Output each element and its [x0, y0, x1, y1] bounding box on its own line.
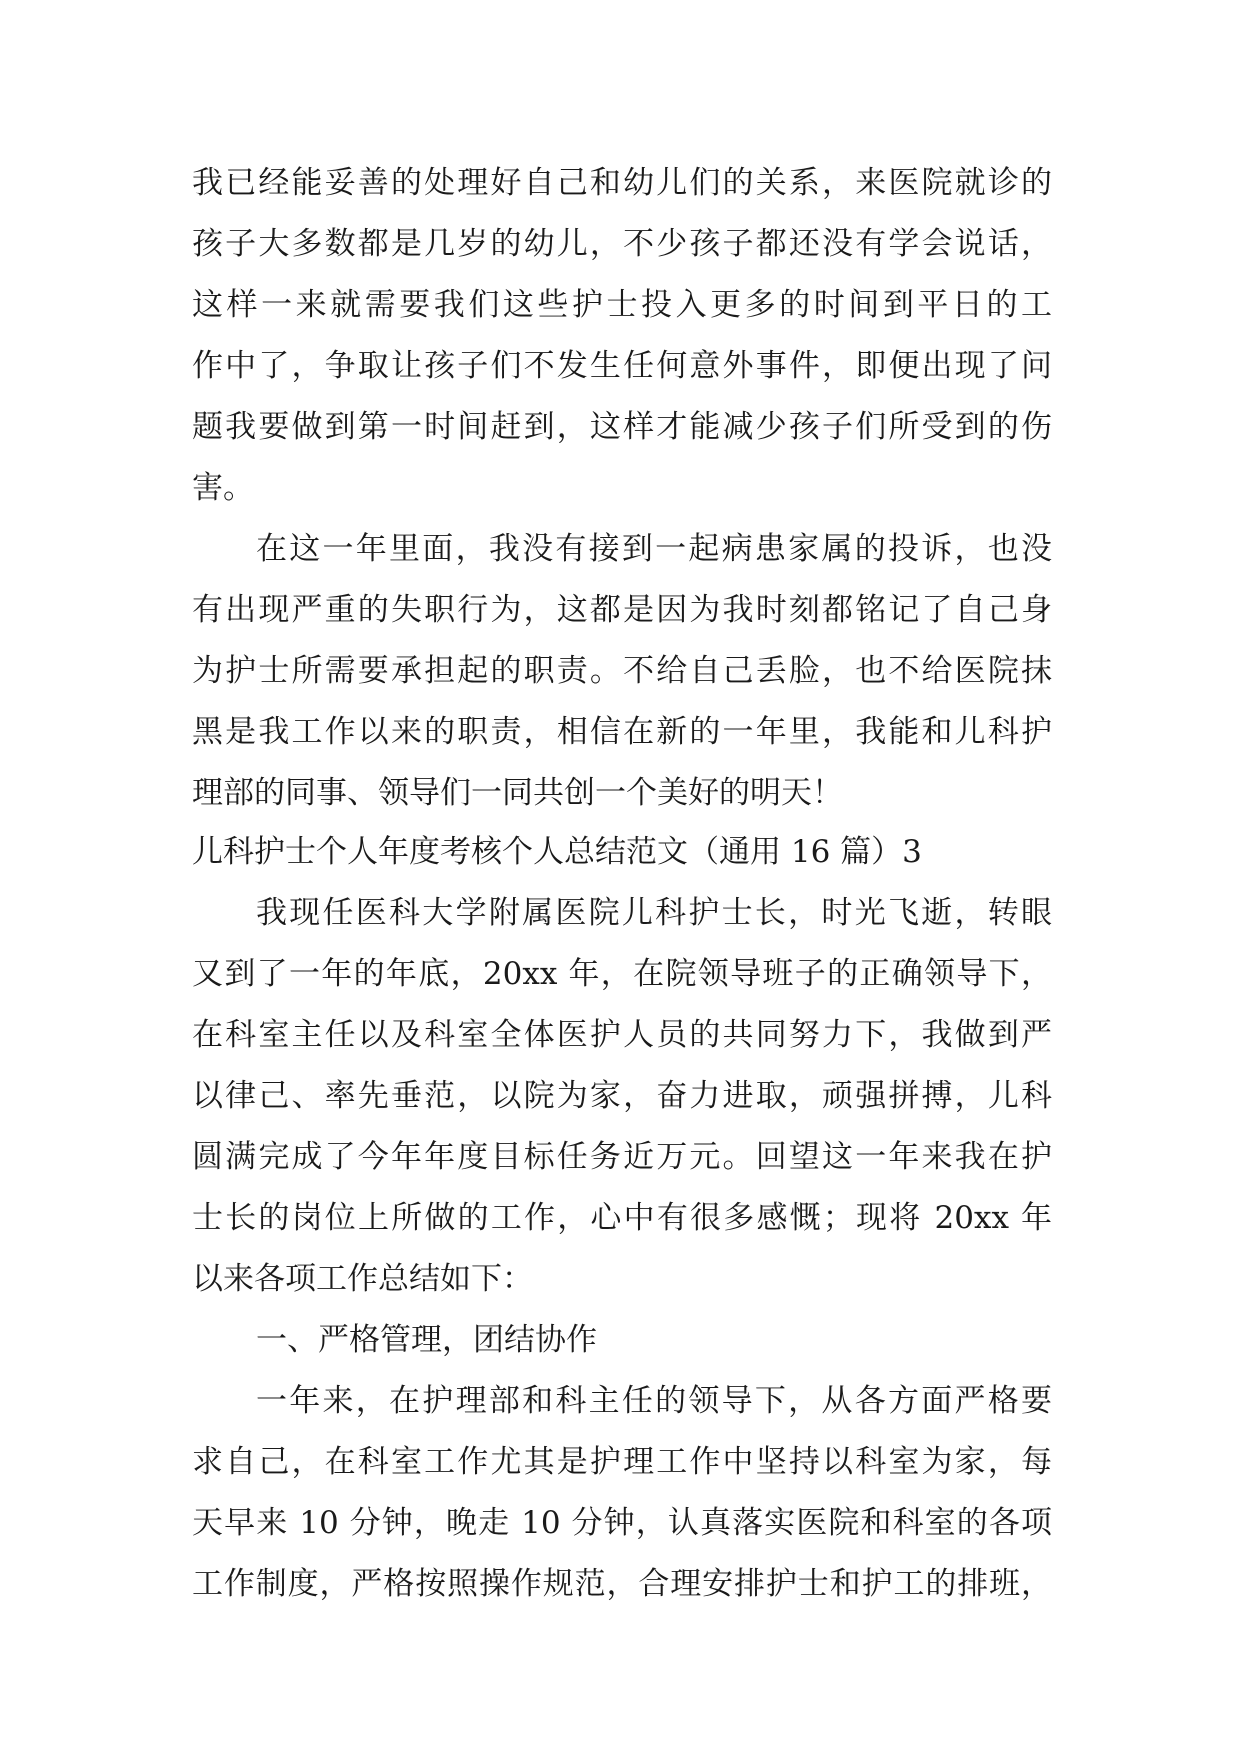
text-line: 圆满完成了今年年度目标任务近万元。回望这一年来我在护 — [192, 1139, 1052, 1175]
text-line: 有出现严重的失职行为，这都是因为我时刻都铭记了自己身 — [192, 592, 1052, 628]
paragraph-start-line: 一年来，在护理部和科主任的领导下，从各方面严格要 — [256, 1383, 1052, 1419]
text-line: 作中了，争取让孩子们不发生任何意外事件，即便出现了问 — [192, 348, 1052, 384]
text-line: 士长的岗位上所做的工作，心中有很多感慨；现将 20xx 年 — [192, 1200, 1052, 1236]
paragraph-start-line: 我现任医科大学附属医院儿科护士长，时光飞逝，转眼 — [256, 895, 1052, 931]
subsection-heading: 一、严格管理，团结协作 — [256, 1322, 597, 1358]
text-line: 又到了一年的年底，20xx 年，在院领导班子的正确领导下， — [192, 956, 1052, 992]
text-line: 求自己，在科室工作尤其是护理工作中坚持以科室为家，每 — [192, 1444, 1052, 1480]
text-line: 害。 — [192, 470, 254, 506]
text-line: 题我要做到第一时间赶到，这样才能减少孩子们所受到的伤 — [192, 409, 1052, 445]
text-line: 我已经能妥善的处理好自己和幼儿们的关系，来医院就诊的 — [192, 165, 1052, 201]
text-line: 为护士所需要承担起的职责。不给自己丢脸，也不给医院抹 — [192, 653, 1052, 689]
text-line: 孩子大多数都是几岁的幼儿，不少孩子都还没有学会说话， — [192, 226, 1052, 262]
text-line: 在科室主任以及科室全体医护人员的共同努力下，我做到严 — [192, 1017, 1052, 1053]
text-line: 这样一来就需要我们这些护士投入更多的时间到平日的工 — [192, 287, 1052, 323]
paragraph-start-line: 在这一年里面，我没有接到一起病患家属的投诉，也没 — [256, 531, 1052, 567]
text-line: 以律己、率先垂范，以院为家，奋力进取，顽强拼搏，儿科 — [192, 1078, 1052, 1114]
text-line: 以来各项工作总结如下： — [192, 1261, 533, 1297]
text-line: 天早来 10 分钟，晚走 10 分钟，认真落实医院和科室的各项 — [192, 1505, 1052, 1541]
text-line: 理部的同事、领导们一同共创一个美好的明天！ — [192, 775, 843, 811]
text-line: 工作制度，严格按照操作规范，合理安排护士和护工的排班， — [192, 1566, 1052, 1602]
text-line: 黑是我工作以来的职责，相信在新的一年里，我能和儿科护 — [192, 714, 1052, 750]
section-heading: 儿科护士个人年度考核个人总结范文（通用 16 篇）3 — [192, 834, 922, 870]
